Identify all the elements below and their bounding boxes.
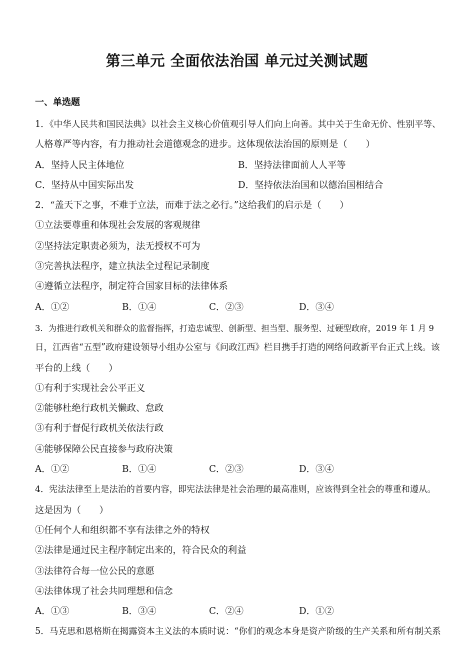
option-b[interactable]: B．坚持法律面前人人平等 bbox=[238, 159, 346, 171]
option-a[interactable]: A．坚持人民主体地位 bbox=[35, 159, 125, 171]
question-text: 1．《中华人民共和国民法典》以社会主义核心价值观引导人们向上向善。其中关于生命无价、性别平等、 bbox=[35, 120, 441, 130]
question-1 bbox=[35, 115, 441, 196]
option-b[interactable]: B．①④ bbox=[122, 301, 157, 313]
options-row bbox=[35, 602, 441, 622]
statement: ①有利于实现社会公平正义 bbox=[35, 382, 146, 394]
options-row bbox=[35, 460, 441, 480]
question-text: 这是因为（ ） bbox=[35, 504, 109, 516]
statement: ①任何个人和组织都不享有法律之外的特权 bbox=[35, 524, 210, 536]
statement: ③有利于督促行政机关依法行政 bbox=[35, 423, 164, 435]
question-text: 3．为推进行政机关和群众的监督指挥，打造忠诚型、创新型、担当型、服务型、过硬型政府，2019 年 1 月 9 bbox=[35, 322, 434, 333]
section-heading: 一、单选题 bbox=[35, 98, 81, 108]
exam-content bbox=[35, 96, 441, 643]
option-b[interactable]: B．①④ bbox=[122, 464, 157, 476]
option-d[interactable]: D．①② bbox=[299, 606, 334, 618]
question-text: 4．宪法法律至上是法治的首要内容，即宪法法律是社会治理的最高准则，应该得到全社会的尊重和遵从。 bbox=[35, 485, 436, 496]
statement: ④能够保障公民直接参与政府决策 bbox=[35, 443, 173, 455]
option-d[interactable]: D．③④ bbox=[299, 301, 334, 313]
option-a[interactable]: A．①③ bbox=[35, 606, 70, 618]
page-title: 第三单元 全面依法治国 单元过关测试题 bbox=[105, 54, 369, 70]
option-c[interactable]: C．②③ bbox=[209, 301, 244, 313]
option-a[interactable]: A．①② bbox=[35, 464, 70, 476]
options-row bbox=[35, 156, 441, 176]
question-text: 日，江西省“五型”政府建设领导小组办公室与《问政江西》栏目携手打造的网络问政新平台正式上线。该 bbox=[35, 343, 440, 354]
statement: ②坚持法定职责必须为，法无授权不可为 bbox=[35, 240, 201, 252]
option-c[interactable]: C．②④ bbox=[209, 606, 244, 618]
question-text: 2．“盖天下之事，不难于立法，而难于法之必行。”这给我们的启示是（ ） bbox=[35, 200, 349, 212]
question-text: 人格尊严等内容，有力推动社会道德观念的进步。这体现依法治国的原则是（ ） bbox=[35, 139, 375, 151]
question-3 bbox=[35, 318, 441, 480]
statement: ④法律体现了社会共同理想和信念 bbox=[35, 585, 173, 597]
options-row bbox=[35, 176, 441, 196]
question-4 bbox=[35, 480, 441, 622]
statement: ②能够杜绝行政机关懒政、怠政 bbox=[35, 403, 164, 415]
option-c[interactable]: C．②③ bbox=[209, 464, 244, 476]
option-c[interactable]: C．坚持从中国实际出发 bbox=[35, 179, 134, 191]
statement: ③法律符合每一位公民的意愿 bbox=[35, 565, 155, 577]
statement: ②法律是通过民主程序制定出来的，符合民众的利益 bbox=[35, 545, 247, 557]
option-d[interactable]: D．③④ bbox=[299, 464, 334, 476]
option-a[interactable]: A．①② bbox=[35, 301, 70, 313]
option-d[interactable]: D．坚持依法治国和以德治国相结合 bbox=[238, 179, 384, 191]
statement: ①立法要尊重和体现社会发展的客观规律 bbox=[35, 220, 201, 232]
statement: ③完善执法程序，建立执法全过程记录制度 bbox=[35, 261, 210, 273]
options-row bbox=[35, 298, 441, 318]
question-text: 5．马克思和恩格斯在揭露资本主义法的本质时说：“你们的观念本身是资产阶级的生产关系和所有制关系 bbox=[35, 627, 441, 638]
option-b[interactable]: B．③④ bbox=[122, 606, 157, 618]
question-2 bbox=[35, 196, 441, 318]
question-text: 平台的上线（ ） bbox=[35, 362, 118, 374]
statement: ④遵循立法程序，制定符合国家目标的法律体系 bbox=[35, 281, 228, 293]
question-5 bbox=[35, 622, 441, 642]
